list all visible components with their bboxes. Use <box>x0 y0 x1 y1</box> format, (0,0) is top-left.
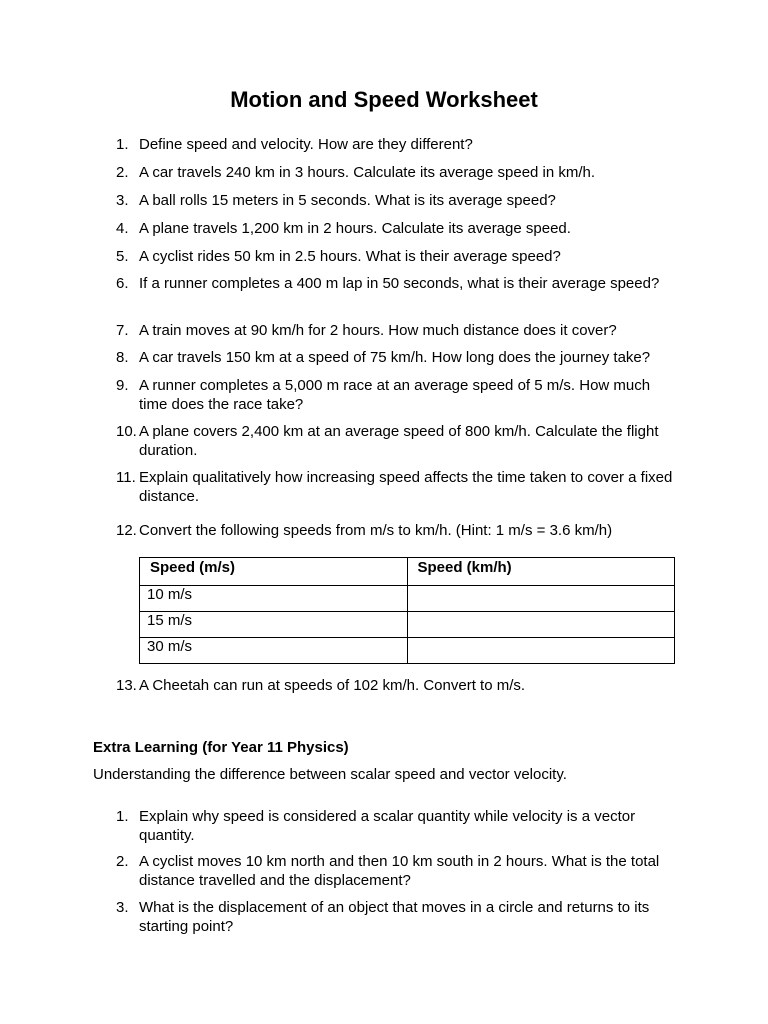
question-item <box>116 423 676 460</box>
question-number: 4. <box>116 220 129 237</box>
question-text: A plane covers 2,400 km at an average speed of 800 km/h. Calculate the flight duration. <box>139 423 659 459</box>
question-number: 12. <box>116 522 137 539</box>
table-row <box>140 612 675 638</box>
question-text: A train moves at 90 km/h for 2 hours. How much distance does it cover? <box>139 322 617 339</box>
question-number: 13. <box>116 677 137 694</box>
question-item <box>116 164 676 183</box>
worksheet-title: Motion and Speed Worksheet <box>230 87 538 112</box>
table-cell: 15 m/s <box>140 612 408 638</box>
question-text: A car travels 240 km in 3 hours. Calculate its average speed in km/h. <box>139 164 596 181</box>
question-text: A cyclist moves 10 km north and then 10 km south in 2 hours. What is the total distance travelled and the displacement? <box>139 853 660 889</box>
table-cell: 30 m/s <box>140 638 408 664</box>
question-number: 3. <box>116 899 129 916</box>
question-text: If a runner completes a 400 m lap in 50 seconds, what is their average speed? <box>139 275 660 292</box>
question-number: 6. <box>116 275 129 292</box>
question-item <box>116 469 676 506</box>
question-item <box>116 522 676 541</box>
extra-question-item <box>116 808 676 845</box>
table-row <box>140 586 675 612</box>
question-item <box>116 377 676 414</box>
question-number: 5. <box>116 248 129 265</box>
question-number: 1. <box>116 136 129 153</box>
table-header-row <box>140 558 675 586</box>
table-header-cell: Speed (km/h) <box>407 558 675 586</box>
question-text: Explain qualitatively how increasing speed affects the time taken to cover a fixed distance. <box>139 469 673 505</box>
question-text: Convert the following speeds from m/s to km/h. (Hint: 1 m/s = 3.6 km/h) <box>139 522 613 539</box>
question-text: A Cheetah can run at speeds of 102 km/h. Convert to m/s. <box>139 677 526 694</box>
question-text: A plane travels 1,200 km in 2 hours. Calculate its average speed. <box>139 220 571 237</box>
question-item <box>116 136 676 155</box>
question-number: 3. <box>116 192 129 209</box>
question-number: 11. <box>116 469 136 486</box>
extra-question-item <box>116 899 676 936</box>
question-number: 9. <box>116 377 129 394</box>
question-item <box>116 220 676 239</box>
extra-learning-intro: Understanding the difference between scalar speed and vector velocity. <box>93 766 567 783</box>
question-item <box>116 677 676 696</box>
conversion-table <box>139 557 675 664</box>
table-cell-answer <box>407 586 675 612</box>
question-number: 8. <box>116 349 129 366</box>
question-number: 2. <box>116 853 129 870</box>
question-number: 10. <box>116 423 137 440</box>
question-text: What is the displacement of an object that moves in a circle and returns to its starting point? <box>139 899 650 935</box>
extra-learning-heading: Extra Learning (for Year 11 Physics) <box>93 739 349 756</box>
question-item <box>116 275 676 294</box>
table-row <box>140 638 675 664</box>
question-text: A ball rolls 15 meters in 5 seconds. What is its average speed? <box>139 192 556 209</box>
question-item <box>116 248 676 267</box>
question-text: A cyclist rides 50 km in 2.5 hours. What is their average speed? <box>139 248 561 265</box>
table-cell-answer <box>407 638 675 664</box>
question-number: 1. <box>116 808 129 825</box>
question-item <box>116 349 676 368</box>
question-text: A car travels 150 km at a speed of 75 km/h. How long does the journey take? <box>139 349 651 366</box>
question-item <box>116 322 676 341</box>
question-number: 2. <box>116 164 129 181</box>
question-text: A runner completes a 5,000 m race at an average speed of 5 m/s. How much time does the race take? <box>139 377 651 413</box>
question-text: Explain why speed is considered a scalar quantity while velocity is a vector quantity. <box>139 808 636 844</box>
table-header-cell: Speed (m/s) <box>140 558 408 586</box>
table-cell-answer <box>407 612 675 638</box>
extra-question-item <box>116 853 676 890</box>
question-item <box>116 192 676 211</box>
question-number: 7. <box>116 322 129 339</box>
question-text: Define speed and velocity. How are they different? <box>139 136 473 153</box>
table-cell: 10 m/s <box>140 586 408 612</box>
